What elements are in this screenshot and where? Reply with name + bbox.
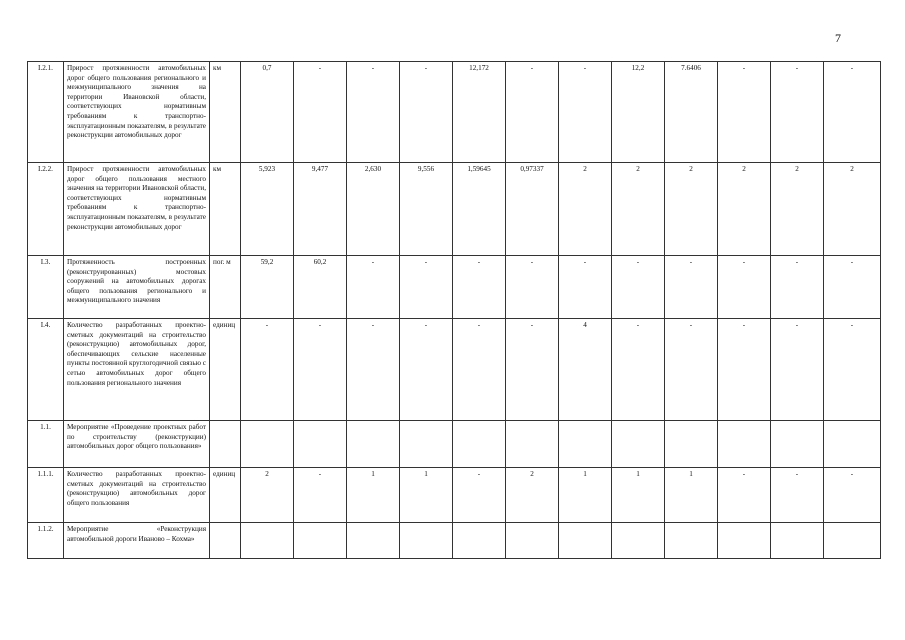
value-cell: - (771, 468, 824, 523)
value-cell: 1 (400, 468, 453, 523)
value-cell (294, 523, 347, 559)
value-cell (506, 523, 559, 559)
value-cell: 12,2 (612, 62, 665, 163)
value-cell: - (824, 62, 881, 163)
value-cell: - (718, 62, 771, 163)
value-cell: - (400, 319, 453, 421)
row-description: Протяженность построенных (реконструированных) мостовых сооружений на автомобильных дорогах общего пользования регионального и межмуниципального значения (64, 256, 210, 319)
table-row (28, 256, 881, 319)
value-cell: 2 (612, 163, 665, 256)
value-cell: 2 (506, 468, 559, 523)
value-cell (559, 421, 612, 468)
value-cell: - (824, 468, 881, 523)
value-cell: - (453, 256, 506, 319)
value-cell: 2 (241, 468, 294, 523)
row-description: Прирост протяженности автомобильных дорог общего пользования местного значения на территории Ивановской области, соответствующих нормативным требованиям к транспортно-эксплуатационным показателям, в результате реконструкции автомобильных дорог (64, 163, 210, 256)
value-cell (241, 523, 294, 559)
value-cell: 2 (824, 163, 881, 256)
value-cell: 4 (559, 319, 612, 421)
value-cell: 0,97337 (506, 163, 559, 256)
table-row (28, 523, 881, 559)
value-cell (718, 421, 771, 468)
value-cell (612, 523, 665, 559)
row-unit: км (210, 62, 241, 163)
value-cell: - (453, 468, 506, 523)
value-cell: 60,2 (294, 256, 347, 319)
value-cell (612, 421, 665, 468)
value-cell: 1 (347, 468, 400, 523)
value-cell: - (453, 319, 506, 421)
value-cell: - (347, 62, 400, 163)
value-cell (453, 421, 506, 468)
value-cell: - (718, 319, 771, 421)
value-cell: 2 (771, 163, 824, 256)
row-unit: единиц (210, 468, 241, 523)
value-cell: 2 (559, 163, 612, 256)
value-cell: - (771, 256, 824, 319)
row-unit: пог. м (210, 256, 241, 319)
row-number: 1.1. (28, 421, 64, 468)
table-row (28, 319, 881, 421)
value-cell: - (824, 319, 881, 421)
value-cell: - (347, 319, 400, 421)
row-description: Количество разработанных проектно-сметных документаций на строительство (реконструкцию) автомобильных дорог общего пользования (64, 468, 210, 523)
value-cell (347, 421, 400, 468)
value-cell (294, 421, 347, 468)
value-cell: 59,2 (241, 256, 294, 319)
table-row (28, 163, 881, 256)
value-cell: - (506, 319, 559, 421)
value-cell: - (294, 468, 347, 523)
value-cell: 1 (612, 468, 665, 523)
value-cell: - (294, 62, 347, 163)
row-description: Прирост протяженности автомобильных дорог общего пользования регионального и межмуниципального значения на территории Ивановской области, соответствующих нормативным требованиям к транспортно-эксплуатационным показателям, в результате реконструкции автомобильных дорог (64, 62, 210, 163)
row-description: Мероприятие «Реконструкция автомобильной дороги Иваново – Кохма» (64, 523, 210, 559)
value-cell (241, 421, 294, 468)
row-number: I.2.2. (28, 163, 64, 256)
value-cell: - (400, 256, 453, 319)
row-description: Количество разработанных проектно-сметных документаций на строительство (реконструкцию) автомобильных дорог, обеспечивающих сельские населенные пункты постоянной круглогодичной связью с сетью автомобильных дорог общего пользования регионального значения (64, 319, 210, 421)
row-number: I.4. (28, 319, 64, 421)
value-cell (824, 421, 881, 468)
value-cell: - (612, 256, 665, 319)
value-cell: - (241, 319, 294, 421)
table-row (28, 62, 881, 163)
value-cell: 5,923 (241, 163, 294, 256)
value-cell (400, 421, 453, 468)
value-cell: - (506, 62, 559, 163)
value-cell (665, 523, 718, 559)
row-number: I.2.1. (28, 62, 64, 163)
value-cell: - (718, 468, 771, 523)
value-cell (771, 523, 824, 559)
value-cell: 9,477 (294, 163, 347, 256)
row-number: 1.1.2. (28, 523, 64, 559)
value-cell (559, 523, 612, 559)
row-number: I.3. (28, 256, 64, 319)
value-cell: - (771, 62, 824, 163)
value-cell: - (559, 256, 612, 319)
value-cell (453, 523, 506, 559)
value-cell (718, 523, 771, 559)
row-unit (210, 523, 241, 559)
value-cell: 1,59645 (453, 163, 506, 256)
value-cell (347, 523, 400, 559)
value-cell (506, 421, 559, 468)
value-cell: - (559, 62, 612, 163)
row-number: 1.1.1. (28, 468, 64, 523)
row-unit (210, 421, 241, 468)
value-cell: 2,630 (347, 163, 400, 256)
value-cell: 0,7 (241, 62, 294, 163)
value-cell: - (506, 256, 559, 319)
value-cell: - (824, 256, 881, 319)
table-row (28, 468, 881, 523)
value-cell: - (771, 319, 824, 421)
value-cell: - (665, 256, 718, 319)
value-cell (824, 523, 881, 559)
value-cell: 2 (665, 163, 718, 256)
value-cell: - (400, 62, 453, 163)
value-cell: 1 (559, 468, 612, 523)
indicators-table (27, 61, 881, 559)
row-description: Мероприятие «Проведение проектных работ по строительству (реконструкции) автомобильных дорог общего пользования» (64, 421, 210, 468)
value-cell (665, 421, 718, 468)
table-row (28, 421, 881, 468)
value-cell: 1 (665, 468, 718, 523)
value-cell (771, 421, 824, 468)
row-unit: единиц (210, 319, 241, 421)
value-cell: - (294, 319, 347, 421)
value-cell: 12,172 (453, 62, 506, 163)
value-cell: - (612, 319, 665, 421)
value-cell: - (347, 256, 400, 319)
row-unit: км (210, 163, 241, 256)
value-cell: 9,556 (400, 163, 453, 256)
value-cell: 2 (718, 163, 771, 256)
value-cell: - (665, 319, 718, 421)
value-cell: - (718, 256, 771, 319)
page-number: 7 (835, 31, 841, 45)
value-cell: 7.6406 (665, 62, 718, 163)
value-cell (400, 523, 453, 559)
